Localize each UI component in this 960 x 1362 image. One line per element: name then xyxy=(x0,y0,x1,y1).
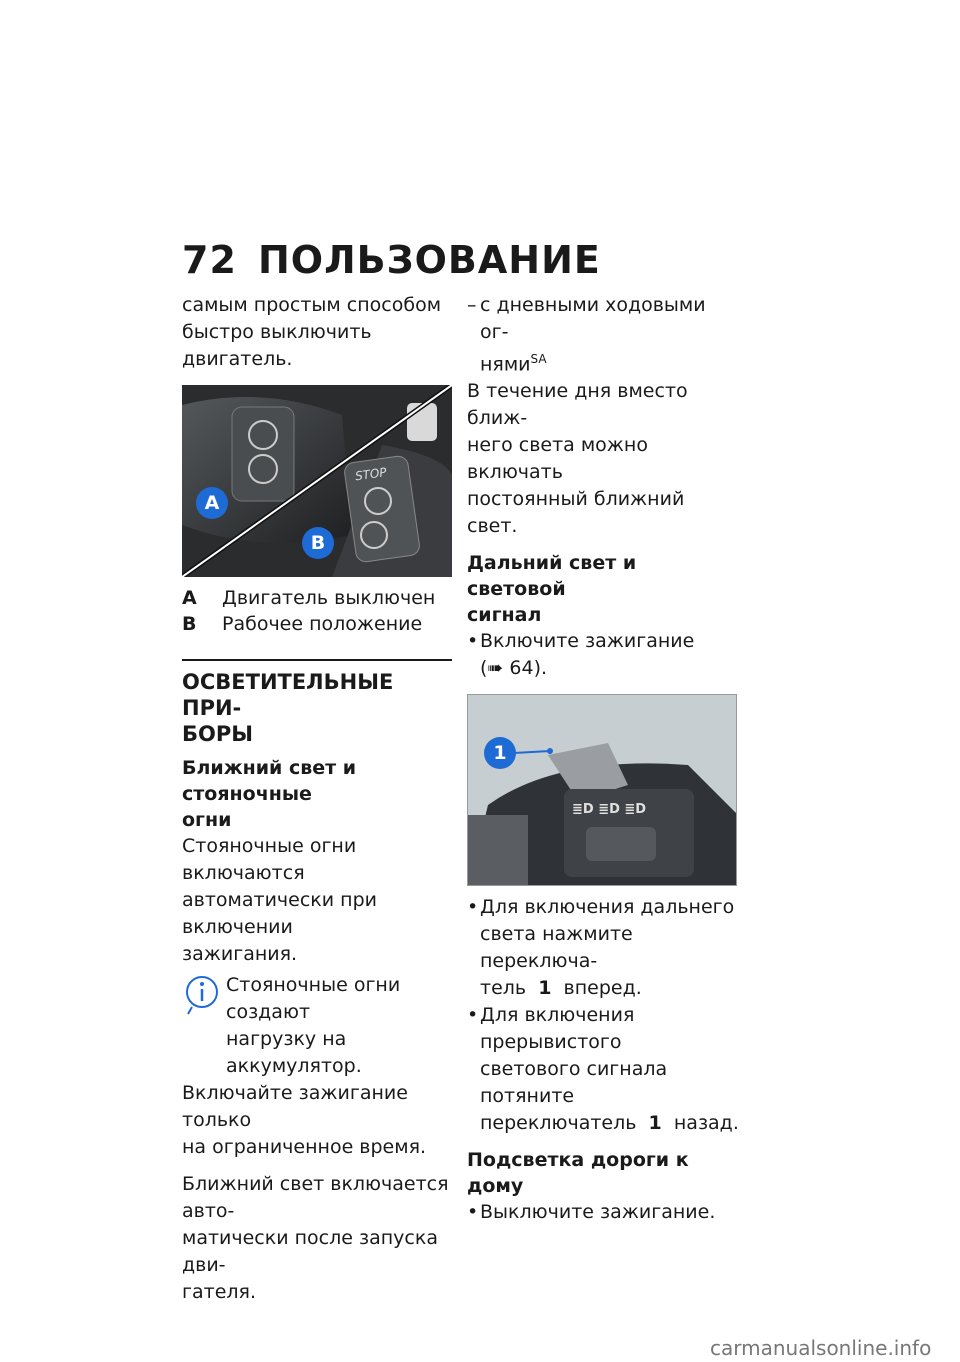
intro-line-2: быстро выключить двигатель. xyxy=(182,321,372,370)
caption-a: A Двигатель выключен xyxy=(182,587,436,609)
bullet-high-beam: • Для включения дальнего света нажмите переключа- тель 1 вперед. xyxy=(467,894,739,1002)
subsection3-title: Подсветка дороги к дому xyxy=(467,1149,689,1198)
svg-text:≣D ≣D ≣D: ≣D ≣D ≣D xyxy=(572,802,647,818)
subsection2-line-1: Дальний свет и световой xyxy=(467,552,637,601)
para2-line: гателя. xyxy=(182,1281,256,1303)
right-para-line: постоянный ближний свет. xyxy=(467,488,685,538)
callout-a: A xyxy=(196,487,228,519)
note-cont-line: Включайте зажигание только xyxy=(182,1082,408,1131)
note-line: нагрузку на аккумулятор. xyxy=(226,1028,362,1077)
caption-b: B Рабочее положение xyxy=(182,613,423,635)
figure-high-beam-switch xyxy=(467,694,737,886)
left-column xyxy=(182,292,452,1306)
right-para-line: него света можно включать xyxy=(467,434,648,484)
subsection2-line-2: сигнал xyxy=(467,604,542,627)
note-line: Стояночные огни создают xyxy=(226,974,401,1023)
page-ref-link[interactable]: 64 xyxy=(509,657,534,680)
dash-item: – с дневными ходовыми ог- нями$^{SA}$ xyxy=(467,292,739,378)
figure-engine-stop-switch xyxy=(182,385,452,577)
info-icon xyxy=(182,972,226,1080)
sa-superscript: SA xyxy=(530,352,547,366)
bullet-ignition-off: • Выключите зажигание. xyxy=(467,1199,739,1226)
callout-1: 1 xyxy=(484,737,516,769)
para2-line: Ближний свет включается авто- xyxy=(182,1173,449,1222)
callout-b: B xyxy=(302,527,334,559)
note-cont-line: на ограниченное время. xyxy=(182,1136,427,1158)
right-para-line: В течение дня вместо ближ- xyxy=(467,380,688,430)
bullet-ignition-on: • Включите зажигание (➠ 64). xyxy=(467,628,739,682)
page-header xyxy=(182,238,601,282)
section-title-line-2: БОРЫ xyxy=(182,722,254,746)
page-number: 72 xyxy=(182,238,237,282)
info-note xyxy=(182,972,452,1080)
subsection-title-line-1: Ближний свет и стояночные xyxy=(182,757,357,805)
section-title-line-1: ОСВЕТИТЕЛЬНЫЕ ПРИ- xyxy=(182,670,394,720)
para1-line: зажигания. xyxy=(182,943,298,965)
intro-line-1: самым простым способом xyxy=(182,294,442,316)
site-watermark: carmanualsonline.info xyxy=(710,1336,932,1360)
subsection-title-line-2: огни xyxy=(182,809,232,831)
section-divider xyxy=(182,659,452,661)
arrow-right-icon: ➠ xyxy=(487,657,504,680)
bullet-flash: • Для включения прерывистого светового сигнала потяните переключатель 1 назад. xyxy=(467,1002,739,1137)
stop-sign-text: STOP xyxy=(354,465,388,484)
high-beam-switch-illustration xyxy=(468,695,737,886)
para2-line: матически после запуска дви- xyxy=(182,1227,438,1276)
right-column xyxy=(467,292,739,1226)
para1-line: автоматически при включении xyxy=(182,889,377,938)
page-title: ПОЛЬЗОВАНИЕ xyxy=(258,238,601,282)
para1-line: Стояночные огни включаются xyxy=(182,835,357,884)
